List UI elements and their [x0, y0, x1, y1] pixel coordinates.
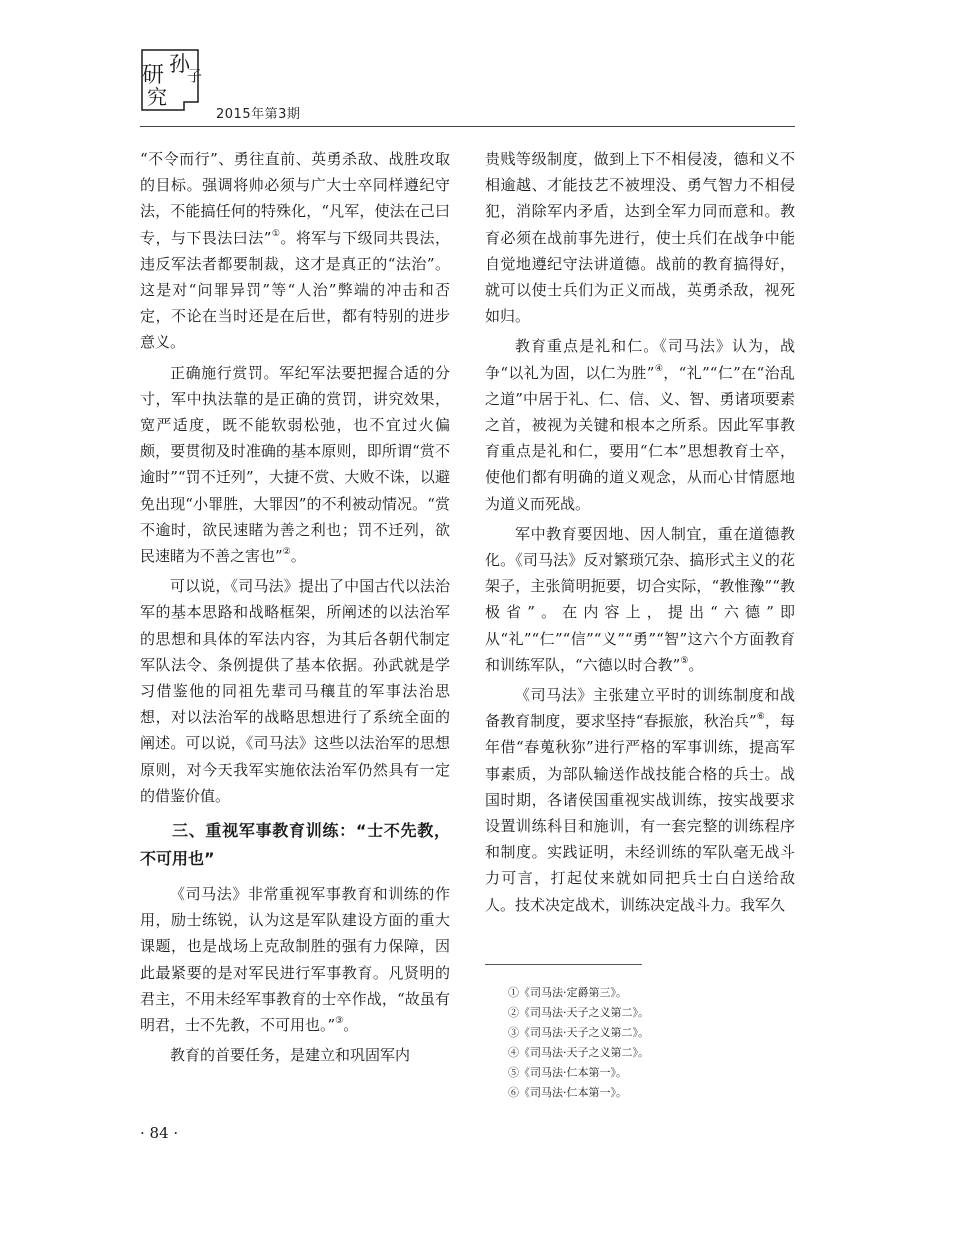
footnote-ref: ② — [282, 547, 291, 558]
footnote-item: ②《司马法·天子之义第二》。 — [508, 1006, 649, 1019]
logo-char: 研 — [142, 63, 165, 88]
body-paragraph: 可以说，《司马法》提出了中国古代以法治军的基本思路和战略框架，所阐述的以法治军的思想和具体的军法内容，为其后各朝代制定军队法令、条例提供了基本依据。孙武就是学习借鉴他的同祖先辈司马穰苴的军事法治思想，对以法治军的战略思想进行了系统全面的阐述。可以说，《司马法》这些以法治军的思想原则，对今天我军实施依法治军仍然具有一定的借鉴价值。 — [140, 577, 450, 805]
logo-char: 究 — [147, 85, 167, 109]
footnote-ref: ① — [271, 228, 281, 239]
footnote-item: ⑥《司马法·仁本第一》。 — [508, 1086, 627, 1099]
body-paragraph: 正确施行赏罚。军纪军法要把握合适的分寸，军中执法靠的是正确的赏罚，讲究效果，宽严适度，既不能软弱松弛，也不宜过火偏颇，要贯彻及时准确的基本原则，即所谓“赏不逾时”“罚不迁列”，大捷不赏、大败不诛，以避免出现“小罪胜，大罪因”的不利被动情况。“赏不逾时，欲民速睹为善之利也；罚不迁列，欲民速睹为不善之害也”②。 — [140, 363, 450, 566]
body-paragraph: 军中教育要因地、因人制宜，重在道德教化。《司马法》反对繁琐冗杂、搞形式主义的花架子，主张简明扼要，切合实际，“教惟豫”“教极省”。在内容上，提出“六德”即从“礼”“仁”“信”“义”“勇”“智”这六个方面教育和训练军队，“六德以时合教”⑤。 — [485, 524, 795, 674]
footnotes — [508, 983, 649, 1103]
section-heading: 三、重视军事教育训练：“士不先教，不可用也” — [140, 821, 450, 869]
body-paragraph: 《司马法》主张建立平时的训练制度和战备教育制度，要求坚持“春振旅，秋治兵”⑥，每年借“春蒐秋狝”进行严格的军事训练，提高军事素质，为部队输送作战技能合格的兵士。战国时期，各诸侯国重视实战训练，按实战要求设置训练科目和施训，有一套完整的训练程序和制度。实践证明，未经训练的军队毫无战斗力可言，打起仗来就如同把兵士白白送给敌人。技术决定战术，训练决定战斗力。我军久 — [485, 686, 795, 914]
footnote-ref: ④ — [654, 363, 664, 374]
footnote-item: ①《司马法·定爵第三》。 — [508, 986, 627, 999]
footnote-item: ③《司马法·天子之义第二》。 — [508, 1026, 649, 1039]
right-column — [485, 146, 795, 922]
body-paragraph: 贵贱等级制度，做到上下不相侵凌，德和义不相逾越、才能技艺不被埋没、勇气智力不相侵犯，消除军内矛盾，达到全军力同而意和。教育必须在战前事先进行，使士兵们在战争中能自觉地遵纪守法讲道德。战前的教育搞得好，就可以使士兵们为正义而战，英勇杀敌，视死如归。 — [485, 150, 795, 326]
header-rule — [140, 126, 795, 127]
footnote-ref: ⑤ — [680, 655, 689, 666]
footnote-item: ④《司马法·天子之义第二》。 — [508, 1046, 649, 1059]
body-paragraph: 教育的首要任务，是建立和巩固军内 — [170, 1046, 411, 1065]
logo-char: 孙 — [169, 52, 190, 76]
left-column — [140, 146, 450, 1073]
footnote-ref: ⑥ — [756, 712, 765, 723]
footnote-rule — [485, 964, 642, 965]
body-paragraph: “不令而行”、勇往直前、英勇杀敌、战胜攻取的目标。强调将帅必须与广大士卒同样遵纪守法，不能搞任何的特殊化，“凡军，使法在己曰专，与下畏法曰法”①。将军与下级同共畏法，违反军法者都要制裁，这才是真正的“法治”。这是对“问罪异罚”等“人治”弊端的冲击和否定，不论在当时还是在后世，都有特别的进步意义。 — [140, 150, 450, 352]
footnote-ref: ③ — [335, 1016, 344, 1027]
journal-logo-mark — [136, 44, 202, 116]
issue-label: 2015年第3期 — [216, 107, 301, 122]
journal-logo — [136, 44, 202, 116]
footnote-item: ⑤《司马法·仁本第一》。 — [508, 1066, 627, 1079]
logo-char: 子 — [187, 67, 202, 85]
body-paragraph: 教育重点是礼和仁。《司马法》认为，战争“以礼为固，以仁为胜”④，“礼”“仁”在“治乱之道”中居于礼、仁、信、义、智、勇诸项要素之首，被视为关键和根本之所系。因此军事教育重点是礼和仁，要用“仁本”思想教育士卒，使他们都有明确的道义观念，从而心甘情愿地为道义而死战。 — [485, 337, 796, 513]
body-paragraph: 《司马法》非常重视军事教育和训练的作用，励士练锐，认为这是军队建设方面的重大课题，也是战场上克敌制胜的强有力保障，因此最紧要的是对军民进行军事教育。凡贤明的君主，不用未经军事教育的士卒作战，“故虽有明君，士不先教，不可用也。”③。 — [140, 885, 450, 1035]
page-number: · 84 · — [140, 1124, 179, 1142]
